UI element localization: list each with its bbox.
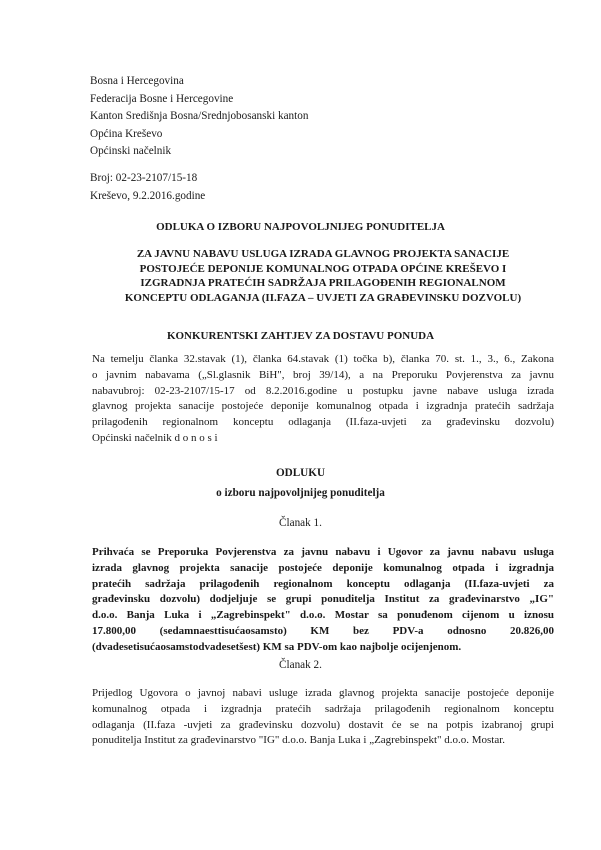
subject-line: POSTOJEĆE DEPONIJE KOMUNALNOG OTPADA OPĆINE KREŠEVO I <box>139 262 507 275</box>
article-1-line: (dvadesetisućaosamstodvadesetšest) KM sa PDV-om kao najbolje ocijenjenom. <box>92 640 462 653</box>
preamble-line: prilagođenih regionalnom konceptu odlaganja (II.faza-uvjeti za građevinsku dozvolu) <box>92 416 554 429</box>
article-2-line: Prijedlog Ugovora o javnoj nabavi usluge izrada glavnog projekta sanacije postojeće deponije <box>92 687 554 699</box>
issuer-country: Bosna i Hercegovina <box>90 75 184 87</box>
article-1-line: građevinsku dozvolu) dodjeljuje se grupi ponuditelja Institut za građevinarstvo „IG" <box>92 593 554 606</box>
article-1-line: 17.800,00 (sedamnaesttisućaosamsto) KM bez PDV-a odnosno 20.826,00 <box>92 624 554 637</box>
issuer-header <box>90 73 308 161</box>
place-date: Kreševo, 9.2.2016.godine <box>90 189 206 202</box>
preamble-line: o javnim nabavama („Sl.glasnik BiH", broj 39/14), a na Preporuku Povjerenstva za javnu <box>92 368 554 381</box>
document-title: ODLUKA O IZBORU NAJPOVOLJNIJEG PONUDITELJA <box>156 221 445 233</box>
preamble-line: glavnog projekta sanacije postojeće deponije komunalnog otpada i izgradnja pratećih sadržaja <box>92 400 554 413</box>
subject-line: KONCEPTU ODLAGANJA (II.FAZA – UVJETI ZA GRAĐEVINSKU DOZVOLU) <box>124 291 522 304</box>
subject-line: IZGRADNJA PRATEĆIH SADRŽAJA PRILAGOĐENIH REGIONALNOM <box>140 277 506 290</box>
decision-subtitle: o izboru najpovoljnijeg ponuditelja <box>216 487 385 499</box>
reference-number: Broj: 02-23-2107/15-18 <box>90 172 198 184</box>
article-1-line: Prihvaća se Preporuka Povjerenstva za javnu nabavu i Ugovor za javnu nabavu usluga <box>92 546 554 558</box>
preamble-line: nabavubroj: 02-23-2107/15-17 od 8.2.2016.godine u postupku javne nabave usluga izrada <box>92 384 554 397</box>
procedure-type: KONKURENTSKI ZAHTJEV ZA DOSTAVU PONUDA <box>166 330 435 342</box>
article-1-line: izrada glavnog projekta sanacije postojeće deponije komunalnog otpada i izgradnja <box>92 561 554 574</box>
preamble <box>92 352 554 447</box>
preamble-line: Na temelju članka 32.stavak (1), članka 64.stavak (1) točka b), članka 70. st. 1., 3., 6., Zakona <box>92 353 554 365</box>
subject-line: ZA JAVNU NABAVU USLUGA IZRADA GLAVNOG PROJEKTA SANACIJE <box>136 248 510 260</box>
article-1-body <box>92 545 554 656</box>
decision-title: ODLUKU <box>275 467 326 479</box>
article-1-line: d.o.o. Banja Luka i „Zagrebinspekt" d.o.o. Mostar sa ponuđenom cijenom u iznosu <box>92 609 554 622</box>
article-2-heading: Članak 2. <box>279 659 322 671</box>
issuer-municipality: Općina Kreševo <box>90 127 163 140</box>
article-1-heading: Članak 1. <box>279 517 322 529</box>
article-2-line: komunalnog otpada i izgradnja pratećih sadržaja prilagođenih regionalnom konceptu <box>92 702 554 715</box>
article-2-body <box>92 686 554 749</box>
issuer-federation: Federacija Bosne i Hercegovine <box>90 92 234 105</box>
preamble-line: Općinski načelnik d o n o s i <box>92 431 218 444</box>
issuer-office: Općinski načelnik <box>90 145 172 157</box>
issuer-canton: Kanton Središnja Bosna/Srednjobosanski kanton <box>90 110 309 122</box>
article-2-line: ponuditelja Institut za građevinarstvo "IG" d.o.o. Banja Luka i „Zagrebinspekt" d.o.o. Mostar. <box>92 734 506 747</box>
article-1-line: pratećih sadržaja prilagođenih regionalnom konceptu odlaganja (II.faza-uvjeti za <box>92 577 554 590</box>
reference-block <box>90 170 205 205</box>
subject-block <box>92 247 554 305</box>
article-2-line: odlaganja (II.faza -uvjeti za građevinsku dozvolu) dostavit će se na potpis izabranoj grupi <box>92 718 554 731</box>
